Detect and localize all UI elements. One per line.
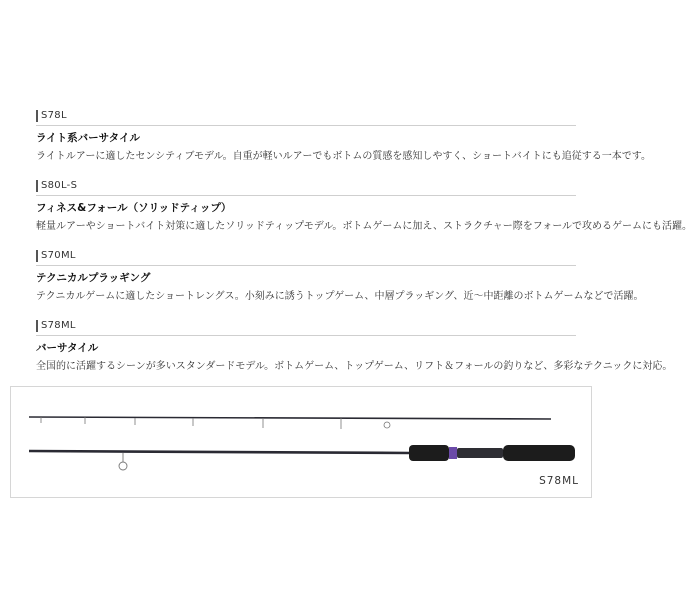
model-code: S80L-S: [36, 176, 576, 196]
rod-fore-grip: [409, 445, 449, 461]
rod-guide-stripper: [119, 453, 127, 470]
model-description: テクニカルゲームに適したショートレングス。小刻みに誘うトップゲーム、中層プラッギング、近～中距離のボトムゲームなどで活躍。: [36, 291, 644, 302]
model-code: S70ML: [36, 246, 576, 266]
rod-rear-grip: [503, 445, 575, 461]
rod-model-caption: S78ML: [539, 475, 579, 487]
model-description: 軽量ルアーやショートバイト対策に適したソリッドティップモデル。ボトムゲームに加え、ストラクチャー際をフォールで攻めるゲームにも活躍。: [36, 221, 692, 232]
fishing-rod-illustration: [11, 387, 591, 497]
rod-butt-section: [29, 451, 411, 453]
model-title: テクニカルプラッギング: [36, 272, 151, 284]
model-description: ライトルアーに適したセンシティブモデル。自重が軽いルアーでもボトムの質感を感知しやすく、ショートバイトにも追従する一本です。: [36, 151, 651, 162]
rod-reel-seat: [457, 448, 503, 458]
model-description: 全国的に活躍するシーンが多いスタンダードモデル。ボトムゲーム、トップゲーム、リフト＆フォールの釣りなど、多彩なテクニックに対応。: [36, 361, 673, 372]
model-code: S78L: [36, 106, 576, 126]
model-block-s70ml: [36, 246, 644, 305]
model-block-s78ml: [36, 316, 673, 375]
rod-reel-seat-accent: [449, 447, 457, 459]
rod-tip-section: [29, 417, 551, 419]
model-title: ライト系バーサタイル: [36, 132, 140, 144]
model-block-s78l: [36, 106, 651, 165]
model-block-s80l-s: [36, 176, 692, 235]
model-code: S78ML: [36, 316, 576, 336]
model-title: フィネス&フォール（ソリッドティップ）: [36, 202, 232, 214]
rod-product-image: [10, 386, 592, 498]
model-title: バーサタイル: [36, 342, 99, 354]
